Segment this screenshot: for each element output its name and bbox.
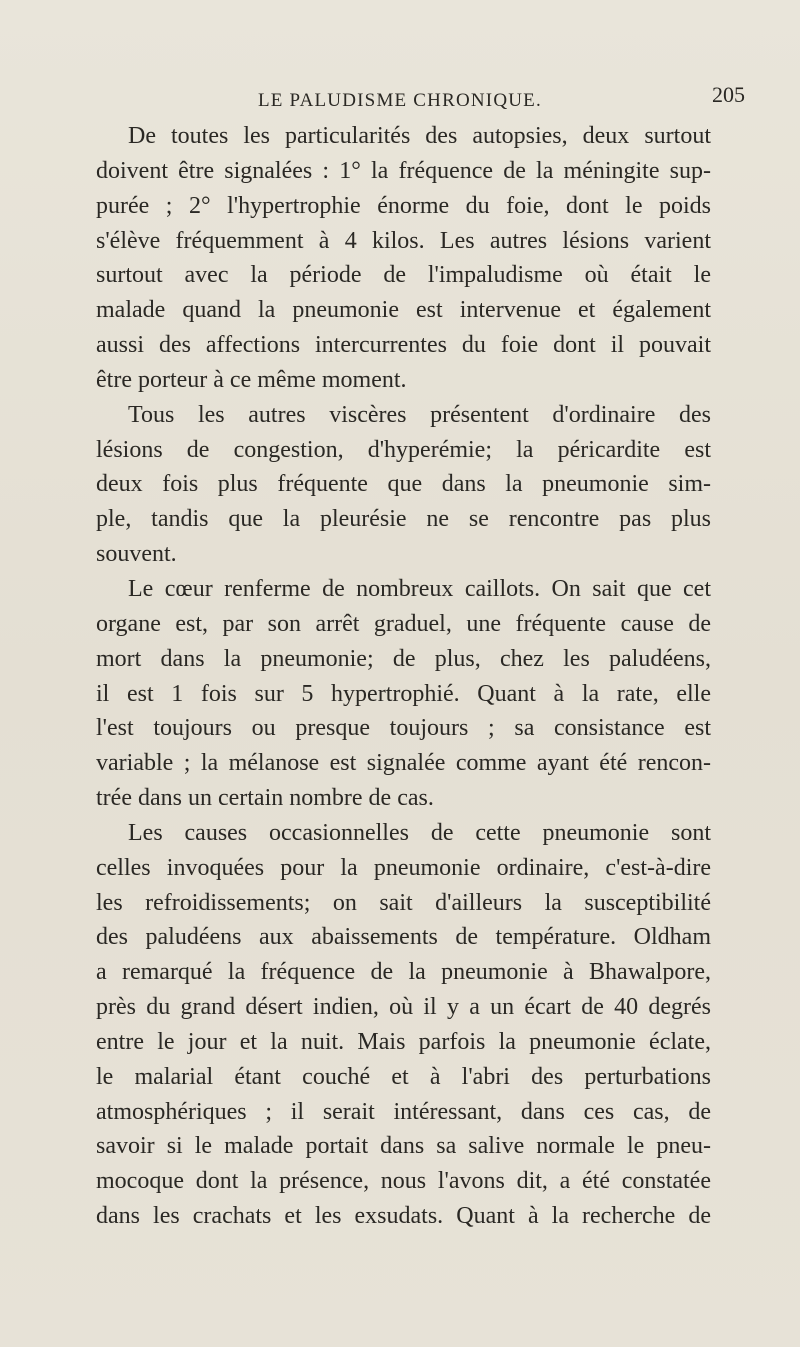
page-number: 205 — [712, 82, 745, 107]
text-line: atmosphériques ; il serait intéressant, dans ces cas, de — [96, 1098, 711, 1125]
text-line: doivent être signalées : 1° la fréquence de la méningite sup- — [96, 157, 711, 184]
text-line: mort dans la pneumonie; de plus, chez les paludéens, — [96, 645, 711, 672]
text-line: a remarqué la fréquence de la pneumonie à Bhawalpore, — [96, 959, 711, 986]
body-text — [96, 119, 711, 1234]
page-header — [0, 82, 800, 116]
text-line: les refroidissements; on sait d'ailleurs la susceptibilité — [96, 889, 711, 916]
text-line: s'élève fréquemment à 4 kilos. Les autres lésions varient — [96, 227, 711, 254]
text-line: savoir si le malade portait dans sa salive normale le pneu- — [96, 1133, 711, 1160]
text-line: ple, tandis que la pleurésie ne se rencontre pas plus — [96, 506, 711, 533]
text-line: organe est, par son arrêt graduel, une fréquente cause de — [96, 610, 711, 637]
text-line: purée ; 2° l'hypertrophie énorme du foie, dont le poids — [96, 192, 711, 219]
text-line: souvent. — [96, 541, 177, 568]
text-line: Le cœur renferme de nombreux caillots. On sait que cet — [128, 575, 711, 602]
text-line: l'est toujours ou presque toujours ; sa consistance est — [96, 715, 711, 742]
text-line: près du grand désert indien, où il y a un écart de 40 degrés — [96, 994, 711, 1021]
text-line: De toutes les particularités des autopsies, deux surtout — [128, 123, 711, 149]
text-line: aussi des affections intercurrentes du foie dont il pouvait — [96, 332, 711, 359]
text-line: variable ; la mélanose est signalée comme ayant été rencon- — [96, 750, 711, 777]
text-line: celles invoquées pour la pneumonie ordinaire, c'est-à-dire — [96, 854, 711, 881]
text-line: Les causes occasionnelles de cette pneumonie sont — [128, 819, 711, 846]
text-line: Tous les autres viscères présentent d'ordinaire des — [128, 401, 711, 428]
text-line: deux fois plus fréquente que dans la pneumonie sim- — [96, 471, 711, 498]
text-line: mocoque dont la présence, nous l'avons dit, a été constatée — [96, 1168, 711, 1195]
text-line: surtout avec la période de l'impaludisme où était le — [96, 262, 711, 289]
text-line: dans les crachats et les exsudats. Quant à la recherche de — [96, 1203, 711, 1230]
text-line: malade quand la pneumonie est intervenue et également — [96, 297, 711, 324]
text-line: entre le jour et la nuit. Mais parfois la pneumonie éclate, — [96, 1028, 711, 1055]
text-line: être porteur à ce même moment. — [96, 366, 407, 393]
text-line: il est 1 fois sur 5 hypertrophié. Quant à la rate, elle — [96, 680, 711, 707]
text-line: le malarial étant couché et à l'abri des perturbations — [96, 1063, 711, 1090]
text-line: des paludéens aux abaissements de température. Oldham — [96, 924, 711, 951]
running-title: LE PALUDISME CHRONIQUE. — [258, 90, 542, 111]
text-line: trée dans un certain nombre de cas. — [96, 785, 434, 812]
text-line: lésions de congestion, d'hyperémie; la péricardite est — [96, 436, 711, 463]
